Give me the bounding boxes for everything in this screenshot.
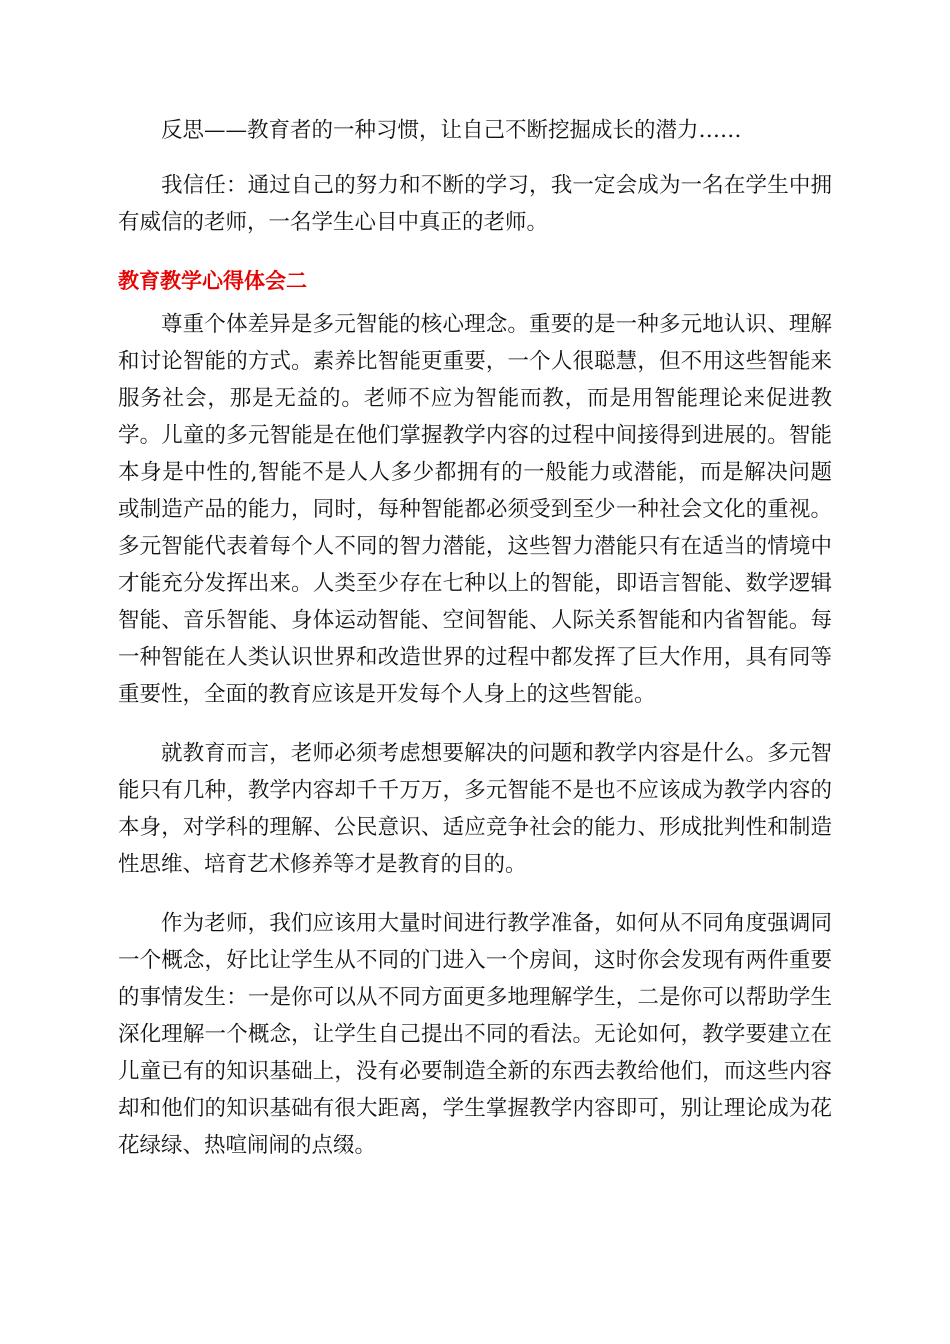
- paragraph-teacher-preparation: 作为老师，我们应该用大量时间进行教学准备，如何从不同角度强调同一个概念，好比让学生从不同的门进入一个房间，这时你会发现有两件重要的事情发生：一是你可以从不同方面更多地理解学生，二是你可以帮助学生深化理解一个概念，让学生自己提出不同的看法。无论如何，教学要建立在儿童已有的知识基础上，没有必要制造全新的东西去教给他们，而这些内容却和他们的知识基础有很大距离，学生掌握教学内容即可，别让理论成为花花绿绿、热喧闹闹的点缀。: [118, 911, 832, 1158]
- paragraph-teaching-content: 就教育而言，老师必须考虑想要解决的问题和教学内容是什么。多元智能只有几种，教学内容却千千万万，多元智能不是也不应该成为教学内容的本身，对学科的理解、公民意识、适应竞争社会的能力、形成批判性和制造性思维、培育艺术修养等才是教育的目的。: [118, 741, 832, 877]
- paragraph-belief: 我信任：通过自己的努力和不断的学习，我一定会成为一名在学生中拥有威信的老师，一名学生心目中真正的老师。: [118, 173, 832, 235]
- paragraph-reflection: 反思——教育者的一种习惯，让自己不断挖掘成长的潜力……: [161, 118, 742, 143]
- paragraph-multiple-intelligences: 尊重个体差异是多元智能的核心理念。重要的是一种多元地认识、理解和讨论智能的方式。素养比智能更重要，一个人很聪慧，但不用这些智能来服务社会，那是无益的。老师不应为智能而教，而是用智能理论来促进教学。儿童的多元智能是在他们掌握教学内容的过程中间接得到进展的。智能本身是中性的,智能不是人人多少都拥有的一般能力或潜能，而是解决问题或制造产品的能力，同时，每种智能都必须受到至少一种社会文化的重视。多元智能代表着每个人不同的智力潜能，这些智力潜能只有在适当的情境中才能充分发挥出来。人类至少存在七种以上的智能，即语言智能、数学逻辑智能、音乐智能、身体运动智能、空间智能、人际关系智能和内省智能。每一种智能在人类认识世界和改造世界的过程中都发挥了巨大作用，具有同等重要性，全面的教育应该是开发每个人身上的这些智能。: [118, 312, 832, 707]
- document-page: [118, 112, 832, 1186]
- section-heading: 教育教学心得体会二: [118, 269, 307, 293]
